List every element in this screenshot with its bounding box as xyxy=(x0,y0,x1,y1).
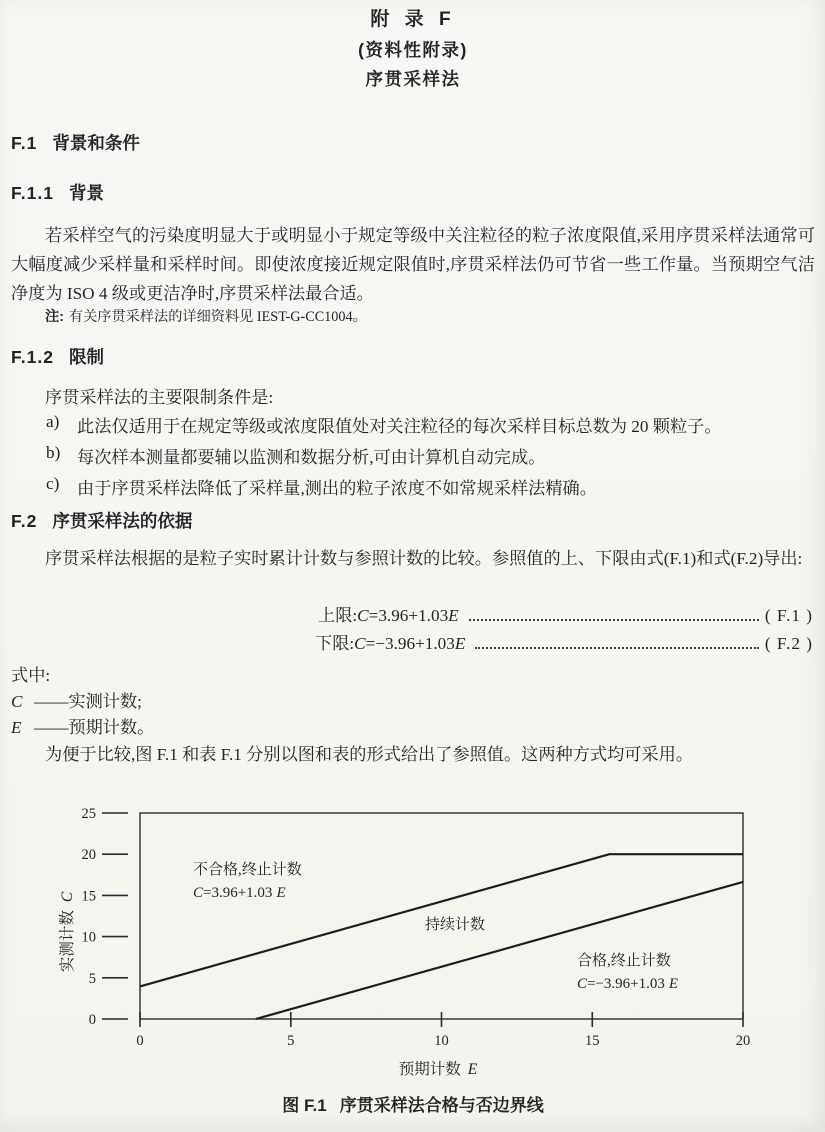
heading-f12-num: F.1.2 xyxy=(11,347,54,367)
continue-region-label: 持续计数 xyxy=(425,917,486,933)
fail-region-label: 不合格,终止计数 xyxy=(193,862,302,878)
figure-f1-chart xyxy=(50,793,750,1085)
paragraph-f2-closing: 为便于比较,图 F.1 和表 F.1 分别以图和表的形式给出了参照值。这两种方式均可采用。 xyxy=(45,745,694,764)
list-item-b xyxy=(11,443,815,468)
definition-symbol: C xyxy=(11,692,23,711)
definition-e xyxy=(11,713,815,738)
y-tick-label: 20 xyxy=(81,847,96,864)
appendix-title: 附 录 F xyxy=(370,9,456,30)
y-tick-label: 25 xyxy=(81,806,96,822)
x-axis-tick-labels xyxy=(136,1033,750,1049)
y-tick-label: 0 xyxy=(88,1012,96,1028)
list-marker: c) xyxy=(46,474,60,493)
equation-body: =3.96+1.03 xyxy=(368,606,449,625)
equation-var-e: E xyxy=(454,634,466,653)
x-tick-label: 15 xyxy=(585,1033,600,1049)
equation-var-e: E xyxy=(448,606,459,625)
heading-f1 xyxy=(11,130,815,155)
y-axis-tick-labels xyxy=(82,806,97,1028)
note-text: 有关序贯采样法的详细资料见 IEST-G-CC1004。 xyxy=(68,309,367,325)
list-text: 此法仅适用于在规定等级或浓度限值处对关注粒径的每次采样目标总数为 20 颗粒子。 xyxy=(77,417,722,436)
definition-text: ——预期计数。 xyxy=(34,718,155,737)
list-marker: b) xyxy=(46,443,61,462)
y-tick-label: 5 xyxy=(88,970,96,987)
equation-label: 上限: xyxy=(318,606,358,625)
equation-var-c: C xyxy=(354,634,366,653)
appendix-title-block xyxy=(11,5,815,93)
x-axis-title: 预期计数 E xyxy=(398,1061,478,1078)
y-tick-label: 10 xyxy=(81,929,96,946)
lower-boundary-line xyxy=(256,882,743,1019)
list-marker: a) xyxy=(46,412,60,431)
list-item-c xyxy=(11,474,815,499)
figure-caption-text: 序贯采样法合格与否边界线 xyxy=(339,1096,544,1115)
where-label: 式中: xyxy=(11,666,51,685)
definition-text: ——实测计数; xyxy=(34,692,142,711)
fail-region-formula: C=3.96+1.03 E xyxy=(193,885,286,901)
heading-f2-num: F.2 xyxy=(11,511,38,531)
pass-region-label: 合格,终止计数 xyxy=(577,953,671,969)
definition-symbol: E xyxy=(11,718,22,737)
paragraph-f2: 序贯采样法根据的是粒子实时累计计数与参照计数的比较。参照值的上、下限由式(F.1)和式(F.2)导出: xyxy=(45,549,803,568)
figure-caption-num: 图 F.1 xyxy=(282,1096,327,1115)
list-text: 每次样本测量都要辅以监测和数据分析,可由计算机自动完成。 xyxy=(77,448,546,467)
heading-f1-num: F.1 xyxy=(11,133,38,153)
equation-var-c: C xyxy=(357,606,369,625)
equation-ref: ( F.2 ) xyxy=(764,634,813,653)
list-item-a xyxy=(11,412,815,437)
appendix-name: 序贯采样法 xyxy=(365,69,461,89)
equation-ref: ( F.1 ) xyxy=(764,606,813,625)
heading-f11-num: F.1.1 xyxy=(11,183,54,203)
x-tick-label: 0 xyxy=(136,1033,144,1049)
dot-leader xyxy=(469,610,759,621)
equation-f1 xyxy=(318,601,813,626)
heading-f12 xyxy=(11,344,815,369)
y-tick-label: 15 xyxy=(81,888,96,905)
equation-body: =−3.96+1.03 xyxy=(365,634,455,653)
x-tick-label: 20 xyxy=(735,1033,750,1049)
paragraph-f11: 若采样空气的污染度明显大于或明显小于规定等级中关注粒径的粒子浓度限值,采用序贯采样法通常可大幅度减少采样量和采样时间。即使浓度接近规定限值时,序贯采样法仍可节省一些工作量。当预期空气洁净度为 ISO 4 级或更洁净时,序贯采样法最合适。 xyxy=(11,226,815,303)
list-text: 由于序贯采样法降低了采样量,测出的粒子浓度不如常规采样法精确。 xyxy=(77,479,597,498)
equation-f2 xyxy=(315,629,813,654)
note-f11 xyxy=(11,306,815,326)
definition-c xyxy=(11,687,815,712)
heading-f12-title: 限制 xyxy=(68,347,104,367)
dot-leader xyxy=(475,638,759,649)
equation-label: 下限: xyxy=(315,634,355,653)
y-axis-ticks xyxy=(102,813,128,1019)
x-tick-label: 10 xyxy=(434,1033,449,1049)
heading-f2 xyxy=(11,508,815,533)
heading-f1-title: 背景和条件 xyxy=(52,133,140,153)
y-axis-title: 实测计数C xyxy=(59,891,76,973)
pass-region-formula: C=−3.96+1.03 E xyxy=(577,976,679,992)
heading-f2-title: 序贯采样法的依据 xyxy=(52,511,193,531)
paragraph-f12-intro: 序贯采样法的主要限制条件是: xyxy=(45,388,274,407)
note-label: 注: xyxy=(45,309,64,325)
heading-f11 xyxy=(11,180,815,205)
appendix-subtitle: (资料性附录) xyxy=(358,40,468,60)
figure-caption xyxy=(11,1091,815,1116)
x-tick-label: 5 xyxy=(287,1033,295,1049)
heading-f11-title: 背景 xyxy=(68,183,104,203)
